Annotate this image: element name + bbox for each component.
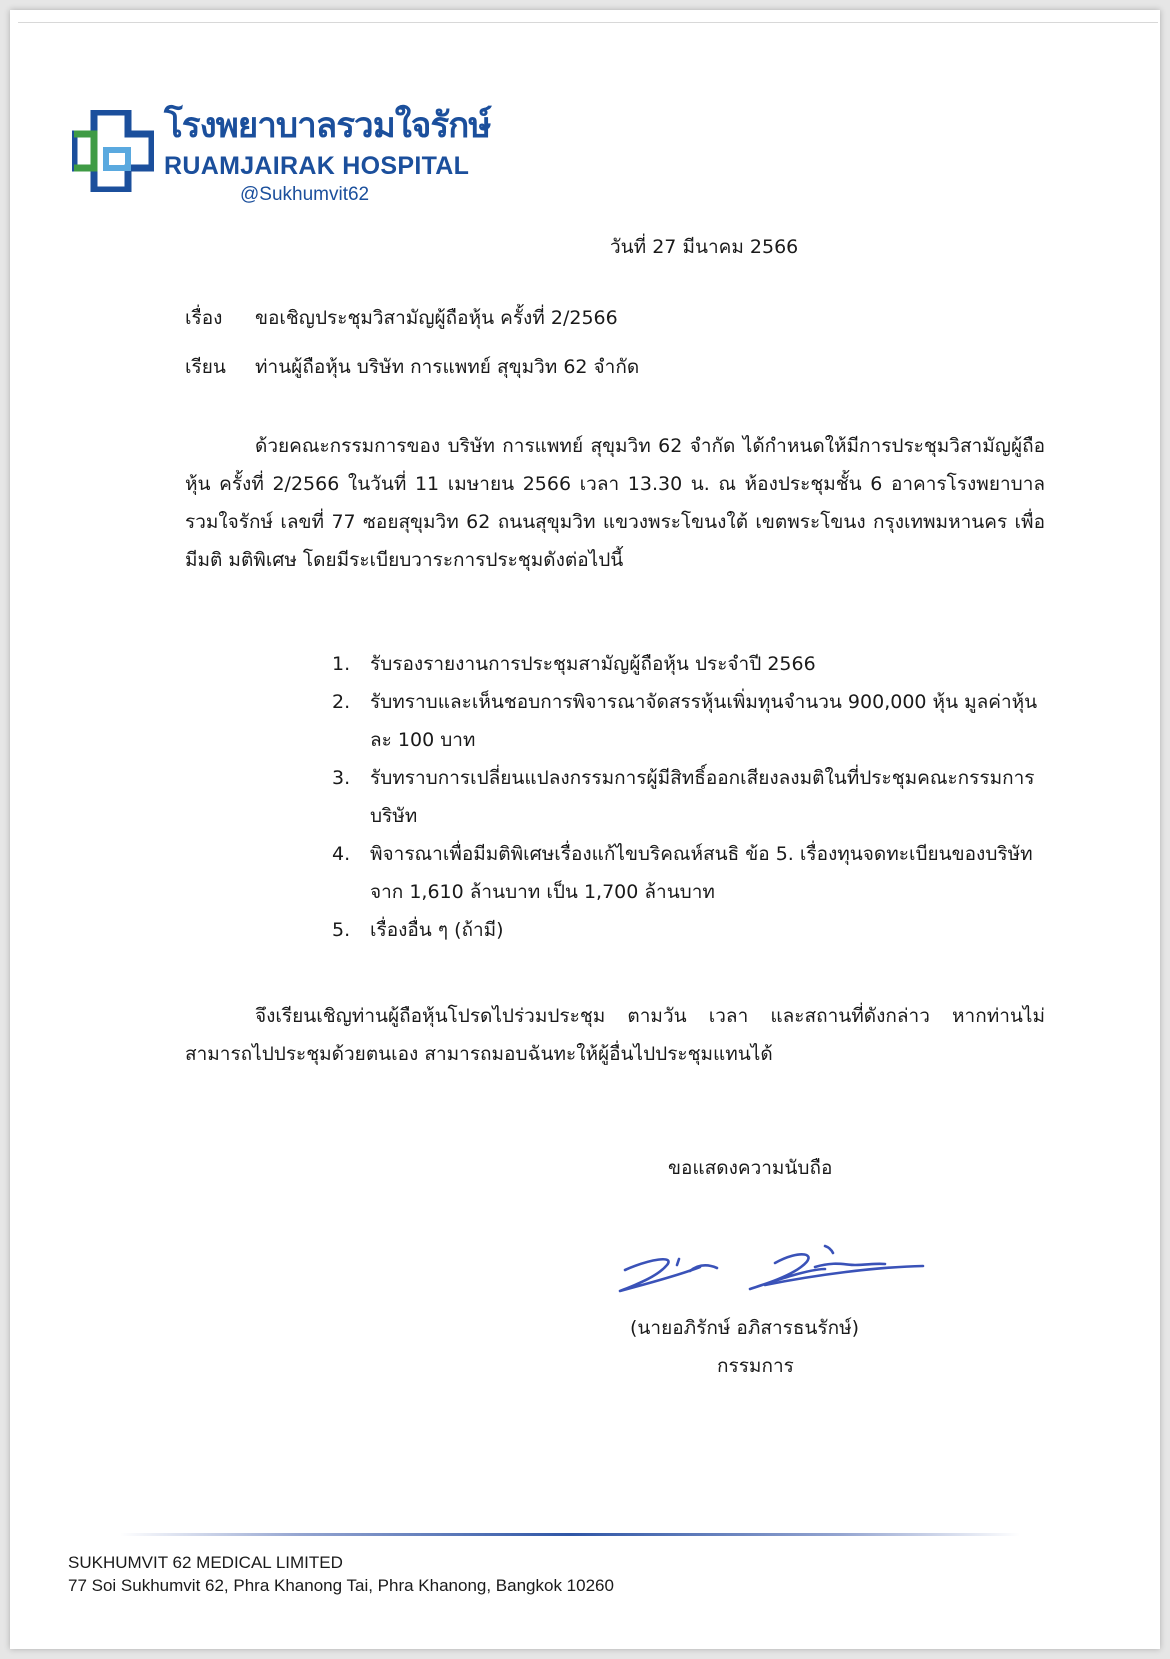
agenda-number: 3. (332, 767, 351, 789)
agenda-text: รับทราบและเห็นชอบการพิจารณาจัดสรรหุ้นเพิ่มทุนจำนวน 900,000 หุ้น มูลค่าหุ้นละ 100 บาท (370, 691, 1038, 751)
agenda-number: 2. (332, 691, 351, 713)
medical-cross-icon (72, 110, 154, 192)
footer-company: SUKHUMVIT 62 MEDICAL LIMITED (68, 1553, 343, 1572)
letter-page (10, 10, 1160, 1649)
letter-date: วันที่ 27 มีนาคม 2566 (610, 236, 799, 258)
agenda-number: 4. (332, 843, 351, 865)
agenda-item (332, 759, 1052, 835)
body-paragraph-text: ด้วยคณะกรรมการของ บริษัท การแพทย์ สุขุมวิท 62 จำกัด ได้กำหนดให้มีการประชุมวิสามัญผู้ถือหุ้น ครั้งที่ 2/2566 ในวันที่ 11 เมษายน 2566 เวลา 13.30 น. ณ ห้องประชุมชั้น 6 อาคารโรงพยาบาลรวมใจรักษ์ เลขที่ 77 ซอยสุขุมวิท 62 ถนนสุขุมวิท แขวงพระโขนงใต้ เขตพระโขนง กรุงเทพมหานคร เพื่อมีมติ มติพิเศษ โดยมีระเบียบวาระการประชุมดังต่อไปนี้ (185, 435, 1045, 571)
subject-text: ขอเชิญประชุมวิสามัญผู้ถือหุ้น ครั้งที่ 2/2566 (255, 307, 618, 329)
body-paragraph (185, 427, 1045, 579)
agenda-item (332, 645, 1052, 683)
agenda-number: 5. (332, 919, 351, 941)
agenda-item (332, 911, 1052, 949)
agenda-item (332, 835, 1052, 911)
agenda-item (332, 683, 1052, 759)
subject-label: เรื่อง (185, 307, 223, 329)
recipient-label: เรียน (185, 356, 226, 378)
logo-english-name: RUAMJAIRAK HOSPITAL (164, 152, 470, 180)
page-edge-line (18, 22, 1158, 23)
handwritten-signature (605, 1235, 925, 1305)
signer-title: กรรมการ (717, 1355, 794, 1377)
recipient-text: ท่านผู้ถือหุ้น บริษัท การแพทย์ สุขุมวิท 62 จำกัด (255, 356, 640, 378)
agenda-text: เรื่องอื่น ๆ (ถ้ามี) (370, 919, 504, 941)
sign-off-closing: ขอแสดงความนับถือ (668, 1157, 833, 1179)
hospital-logo (72, 100, 492, 220)
signer-name: (นายอภิรักษ์ อภิสารธนรักษ์) (630, 1317, 860, 1339)
footer-address: 77 Soi Sukhumvit 62, Phra Khanong Tai, Phra Khanong, Bangkok 10260 (68, 1576, 614, 1595)
agenda-text: พิจารณาเพื่อมีมติพิเศษเรื่องแก้ไขบริคณห์สนธิ ข้อ 5. เรื่องทุนจดทะเบียนของบริษัท จาก 1,610 ล้านบาท เป็น 1,700 ล้านบาท (370, 843, 1033, 903)
agenda-text: รับทราบการเปลี่ยนแปลงกรรมการผู้มีสิทธิ์ออกเสียงลงมติในที่ประชุมคณะกรรมการบริษัท (370, 767, 1035, 827)
agenda-number: 1. (332, 653, 351, 675)
logo-handle: @Sukhumvit62 (240, 184, 370, 205)
agenda-list (332, 645, 1052, 949)
agenda-text: รับรองรายงานการประชุมสามัญผู้ถือหุ้น ประจำปี 2566 (370, 653, 816, 675)
logo-thai-name: โรงพยาบาลรวมใจรักษ์ (164, 106, 491, 146)
closing-paragraph-text: จึงเรียนเชิญท่านผู้ถือหุ้นโปรดไปร่วมประชุม ตามวัน เวลา และสถานที่ดังกล่าว หากท่านไม่สามารถไปประชุมด้วยตนเอง สามารถมอบฉันทะให้ผู้อื่นไปประชุมแทนได้ (185, 1005, 1045, 1065)
footer-divider (120, 1533, 1020, 1536)
closing-paragraph (185, 997, 1045, 1073)
